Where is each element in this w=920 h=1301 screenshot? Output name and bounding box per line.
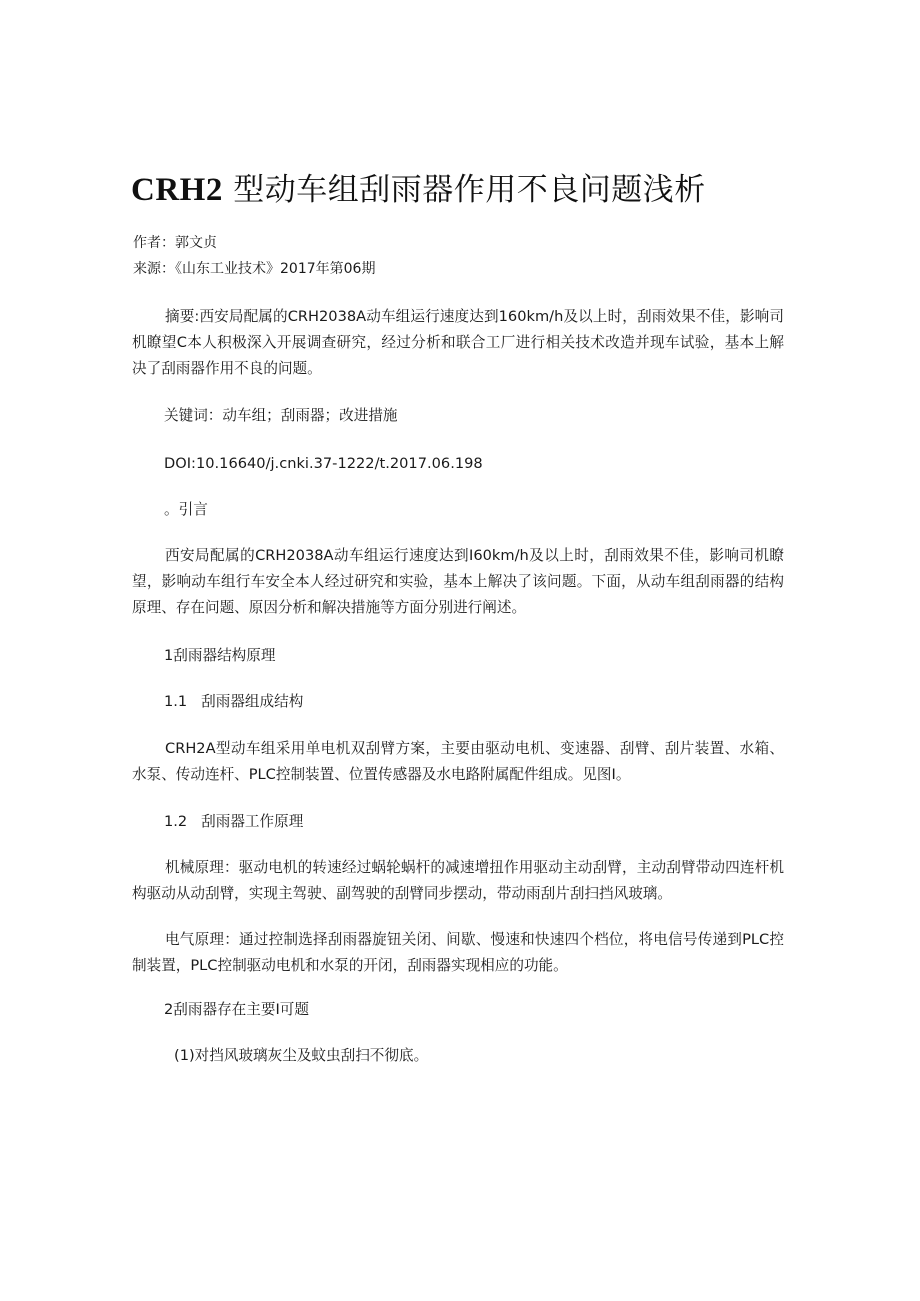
intro-paragraph: 西安局配属的CRH2038A动车组运行速度达到I60km∕h及以上时，刮雨效果不佳，影响司机瞭望，影响动车组行车安全本人经过研究和实验，基本上解决了该问题。下面，从动车组刮雨器的结构原理、存在问题、原因分析和解决措施等方面分别进行阐述。: [132, 547, 784, 616]
section-2-heading: 2刮雨器存在主要I可题: [164, 1001, 309, 1018]
author-line: 作者：郭文贞: [133, 235, 217, 251]
electrical-principle-paragraph: 电气原理：通过控制选择刮雨器旋钮关闭、间歇、慢速和快速四个档位，将电信号传递到PLC控制装置，PLC控制驱动电机和水泵的开闭，刮雨器实现相应的功能。: [132, 931, 784, 974]
article-title-text: 型动车组刮雨器作用不良问题浅析: [222, 172, 706, 208]
abstract: 摘要:西安局配属的CRH2038A动车组运行速度达到160km∕h及以上时，刮雨效果不佳，影响司机瞭望C本人积极深入开展调查研究，经过分析和联合工厂进行相关技术改造并现车试验，基本上解决了刮雨器作用不良的问题。: [132, 308, 784, 377]
section-1-heading: 1刮雨器结构原理: [164, 647, 276, 664]
doi: DOI:10.16640/j.cnki.37-1222∕t.2017.06.198: [164, 455, 483, 472]
section-1-1-heading: 1.1 刮雨器组成结构: [164, 693, 304, 710]
article-title-model: CRH2: [131, 172, 223, 208]
section-1-1-paragraph: CRH2A型动车组采用单电机双刮臂方案，主要由驱动电机、变速器、刮臂、刮片装置、水箱、水泵、传动连杆、PLC控制装置、位置传感器及水电路附属配件组成。见图I。: [132, 740, 784, 783]
section-1-2-heading: 1.2 刮雨器工作原理: [164, 813, 304, 830]
article-title: [131, 168, 811, 212]
intro-heading: 。引言: [164, 501, 208, 518]
mechanical-principle-paragraph: 机械原理：驱动电机的转速经过蜗轮蜗杆的减速增扭作用驱动主动刮臂，主动刮臂带动四连杆机构驱动从动刮臂，实现主驾驶、副驾驶的刮臂同步摆动，带动雨刮片刮扫挡风玻璃。: [132, 859, 784, 902]
section-2-item-1: (1)对挡风玻璃灰尘及蚊虫刮扫不彻底。: [174, 1047, 429, 1064]
source-line: 来源：《山东工业技术》2017年第06期: [133, 261, 376, 277]
keywords: 关键词：动车组；刮雨器；改进措施: [164, 407, 398, 424]
